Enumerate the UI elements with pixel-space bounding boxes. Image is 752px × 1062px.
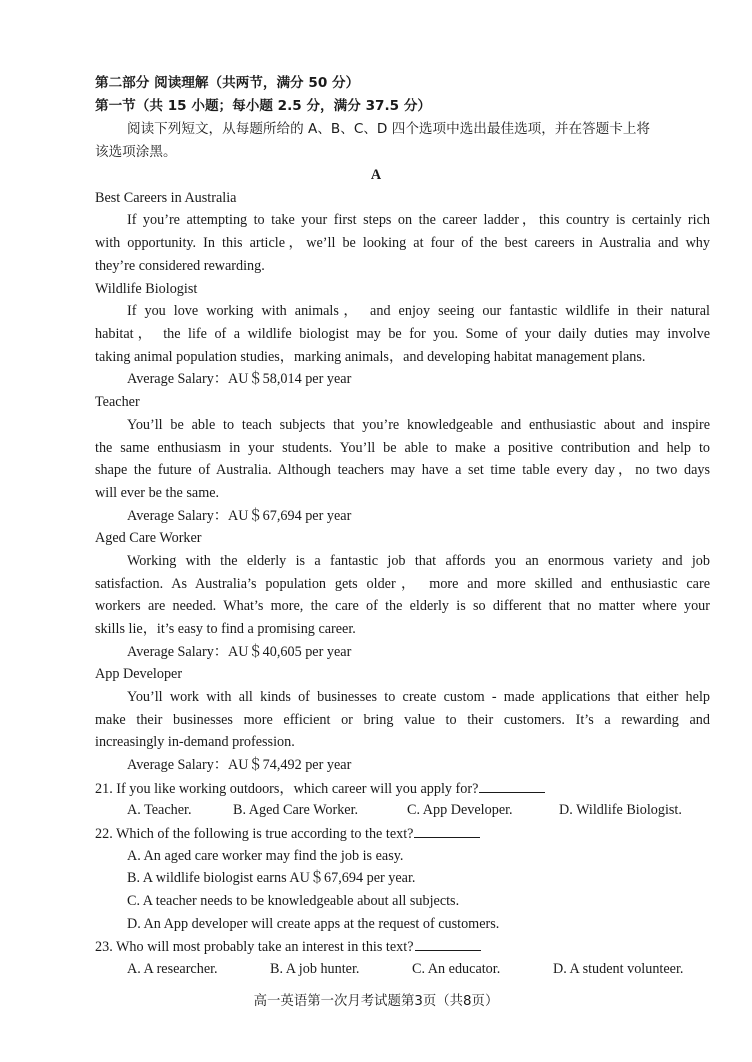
answer-blank[interactable] — [415, 936, 481, 951]
career-heading-aged-care-worker: Aged Care Worker — [95, 530, 202, 546]
career-heading-teacher: Teacher — [95, 394, 140, 410]
career-text-line: shape the future of Australia. Although teachers may have a set time table every day，no two days — [95, 462, 710, 478]
intro-line: If you’re attempting to take your first steps on the career ladder，this country is certainly rich — [127, 212, 710, 228]
option-d[interactable]: D. An App developer will create apps at the request of customers. — [127, 916, 500, 932]
question-stem: 22. Which of the following is true according to the text? — [95, 826, 414, 842]
answer-blank[interactable] — [479, 778, 545, 793]
question-23-options — [127, 959, 710, 979]
passage-label: A — [370, 167, 382, 183]
option-c[interactable]: C. An educator. — [412, 961, 501, 977]
answer-blank[interactable] — [414, 823, 480, 838]
option-d[interactable]: D. A student volunteer. — [553, 961, 684, 977]
instructions-line-1: 阅读下列短文，从每题所给的 A、B、C、D 四个选项中选出最佳选项，并在答题卡上将 — [127, 121, 651, 137]
career-text-line: the same enthusiasm in your students. You’ll be able to make a positive contribution and help to — [95, 440, 710, 456]
career-text-line: will ever be the same. — [95, 485, 220, 501]
question-stem: 23. Who will most probably take an interest in this text? — [95, 939, 414, 955]
salary-wildlife-biologist: Average Salary：AU＄58,014 per year — [127, 371, 352, 387]
option-a[interactable]: A. Teacher. — [127, 802, 192, 818]
option-a[interactable]: A. A researcher. — [127, 961, 218, 977]
career-text-line: You’ll be able to teach subjects that you’re knowledgeable and enthusiastic about and inspire — [127, 417, 710, 433]
career-text-line: taking animal population studies，marking animals，and developing habitat management plans. — [95, 349, 646, 365]
career-text-line: increasingly in-demand profession. — [95, 734, 295, 750]
option-d[interactable]: D. Wildlife Biologist. — [559, 802, 682, 818]
question-21 — [95, 778, 710, 798]
career-text-line: satisfaction. As Australia’s population gets older， more and more skilled and enthusiastic care — [95, 576, 710, 592]
career-text-line: workers are needed. What’s more, the care of the elderly is so different that no matter where your — [95, 598, 710, 614]
intro-line: with opportunity. In this article，we’ll be looking at four of the best careers in Australia and why — [95, 235, 710, 251]
career-text-line: habitat， the life of a wildlife biologist may be for you. Some of your daily duties may involve — [95, 326, 710, 342]
question-22 — [95, 823, 710, 843]
subsection-title: 第一节（共 15 小题；每小题 2.5 分，满分 37.5 分） — [95, 98, 432, 114]
option-c[interactable]: C. App Developer. — [407, 802, 513, 818]
option-b[interactable]: B. Aged Care Worker. — [233, 802, 359, 818]
option-c[interactable]: C. A teacher needs to be knowledgeable about all subjects. — [127, 893, 460, 909]
salary-aged-care-worker: Average Salary：AU＄40,605 per year — [127, 644, 352, 660]
salary-app-developer: Average Salary：AU＄74,492 per year — [127, 757, 352, 773]
career-text-line: If you love working with animals， and enjoy seeing our fantastic wildlife in their natural — [127, 303, 710, 319]
question-23 — [95, 936, 710, 956]
career-text-line: skills lie，it’s easy to find a promising career. — [95, 621, 356, 637]
career-text-line: make their businesses more efficient or bring value to their customers. It’s a rewarding and — [95, 712, 710, 728]
page-footer: 高一英语第一次月考试题第3页（共8页） — [253, 994, 499, 1009]
question-stem: 21. If you like working outdoors，which career will you apply for? — [95, 781, 479, 797]
question-21-options — [127, 800, 710, 820]
option-b[interactable]: B. A job hunter. — [270, 961, 360, 977]
career-text-line: Working with the elderly is a fantastic job that affords you an enormous variety and job — [127, 553, 710, 569]
career-text-line: You’ll work with all kinds of businesses to create custom - made applications that either help — [127, 689, 710, 705]
salary-teacher: Average Salary：AU＄67,694 per year — [127, 508, 352, 524]
intro-line: they’re considered rewarding. — [95, 258, 265, 274]
option-b[interactable]: B. A wildlife biologist earns AU＄67,694 per year. — [127, 870, 416, 886]
career-heading-app-developer: App Developer — [95, 666, 183, 682]
part-title: 第二部分 阅读理解（共两节，满分 50 分） — [95, 75, 360, 91]
career-heading-wildlife-biologist: Wildlife Biologist — [95, 281, 198, 297]
passage-title: Best Careers in Australia — [95, 190, 237, 206]
option-a[interactable]: A. An aged care worker may find the job is easy. — [127, 848, 404, 864]
instructions-line-2: 该选项涂黑。 — [95, 144, 177, 160]
